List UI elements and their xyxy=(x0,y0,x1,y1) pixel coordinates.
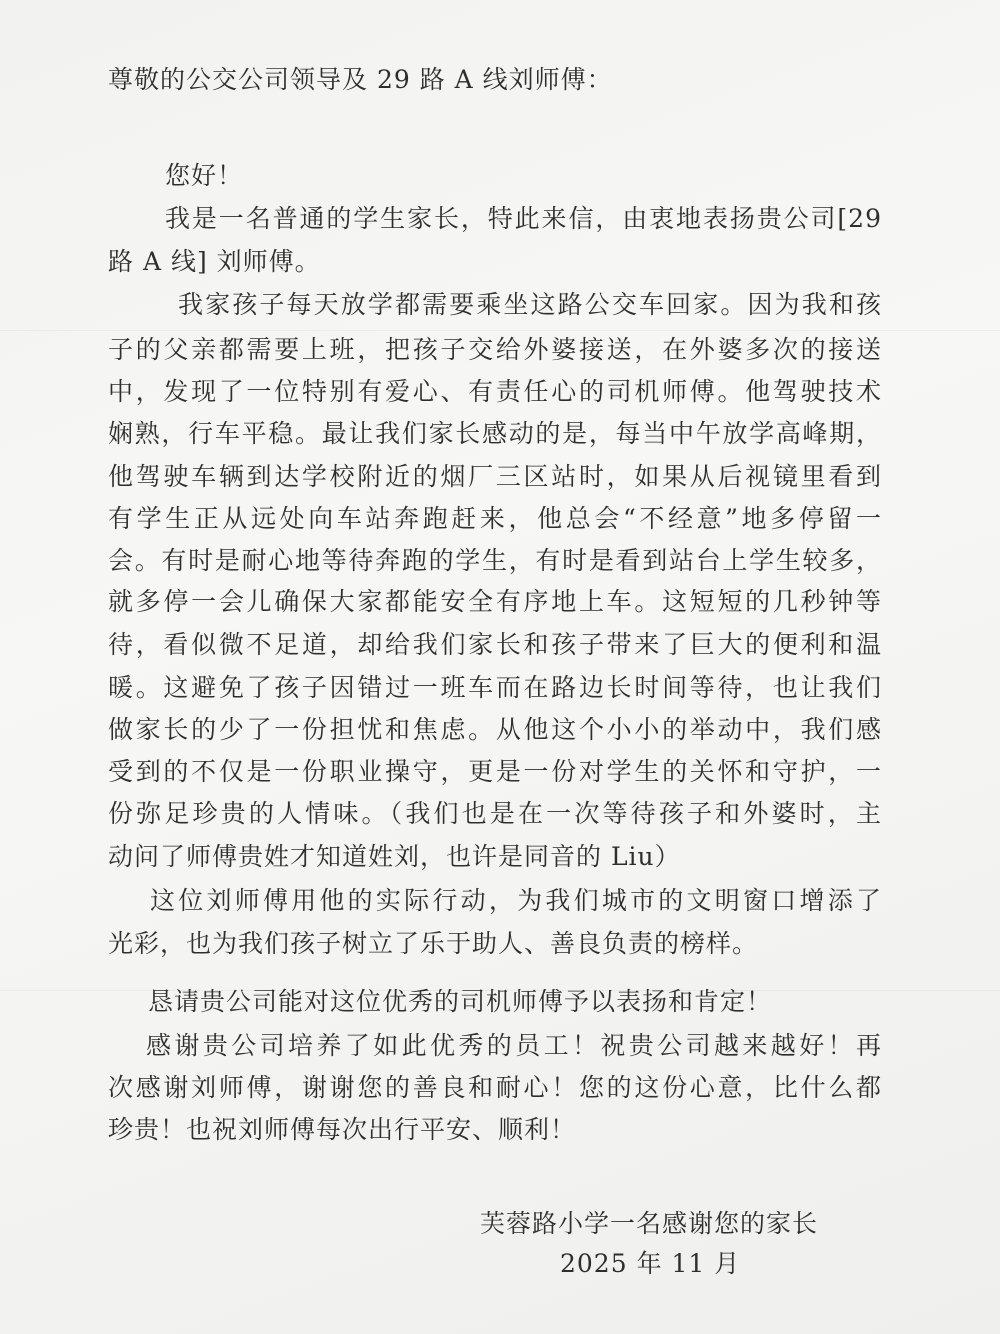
letter-line: 份弥足珍贵的人情味。（我们也是在一次等待孩子和外婆时，主 xyxy=(108,799,882,828)
letter-line: 动问了师傅贵姓才知道姓刘，也许是同音的 Liu） xyxy=(108,842,681,871)
letter-line: 有学生正从远处向车站奔跑赶来，他总会“不经意”地多停留一 xyxy=(108,504,882,533)
letter-line: 就多停一会儿确保大家都能安全有序地上车。这短短的几秒钟等 xyxy=(108,587,882,616)
letter-line: 受到的不仅是一份职业操守，更是一份对学生的关怀和守护，一 xyxy=(108,757,882,786)
letter-line: 中，发现了一位特别有爱心、有责任心的司机师傅。他驾驶技术 xyxy=(108,377,882,406)
letter-line: 会。有时是耐心地等待奔跑的学生，有时是看到站台上学生较多， xyxy=(108,546,882,575)
letter-line: 暖。这避免了孩子因错过一班车而在路边长时间等待，也让我们 xyxy=(108,673,882,702)
letter-line: 光彩，也为我们孩子树立了乐于助人、善良负责的榜样。 xyxy=(108,929,759,958)
letter-line: 这位刘师傅用他的实际行动，为我们城市的文明窗口增添了 xyxy=(150,886,882,915)
letter-line: 次感谢刘师傅，谢谢您的善良和耐心！您的这份心意，比什么都 xyxy=(108,1073,882,1102)
letter-line: 路 A 线] 刘师傅。 xyxy=(108,247,321,276)
letter-line: 待，看似微不足道，却给我们家长和孩子带来了巨大的便利和温 xyxy=(108,630,882,659)
signature: 芙蓉路小学一名感谢您的家长 xyxy=(480,1209,819,1238)
letter-line: 做家长的少了一份担忧和焦虑。从他这个小小的举动中，我们感 xyxy=(108,715,882,744)
letter-line: 我是一名普通的学生家长，特此来信，由衷地表扬贵公司[29 xyxy=(165,204,882,233)
letter-line: 珍贵！也祝刘师傅每次出行平安、顺利！ xyxy=(108,1115,577,1144)
letter-line: 他驾驶车辆到达学校附近的烟厂三区站时，如果从后视镜里看到 xyxy=(108,462,882,491)
letter-line: 感谢贵公司培养了如此优秀的员工！祝贵公司越来越好！再 xyxy=(146,1031,882,1060)
letter-line: 子的父亲都需要上班，把孩子交给外婆接送，在外婆多次的接送 xyxy=(108,335,882,364)
letter-line: 我家孩子每天放学都需要乘坐这路公交车回家。因为我和孩 xyxy=(178,290,882,319)
letter-line: 恳请贵公司能对这位优秀的司机师傅予以表扬和肯定！ xyxy=(148,987,773,1016)
greeting: 您好！ xyxy=(165,161,244,190)
paper-fold xyxy=(0,330,1000,331)
letter-line: 娴熟，行车平稳。最让我们家长感动的是，每当中午放学高峰期， xyxy=(108,419,882,448)
salutation: 尊敬的公交公司领导及 29 路 A 线刘师傅： xyxy=(108,65,613,94)
date: 2025 年 11 月 xyxy=(560,1249,741,1278)
